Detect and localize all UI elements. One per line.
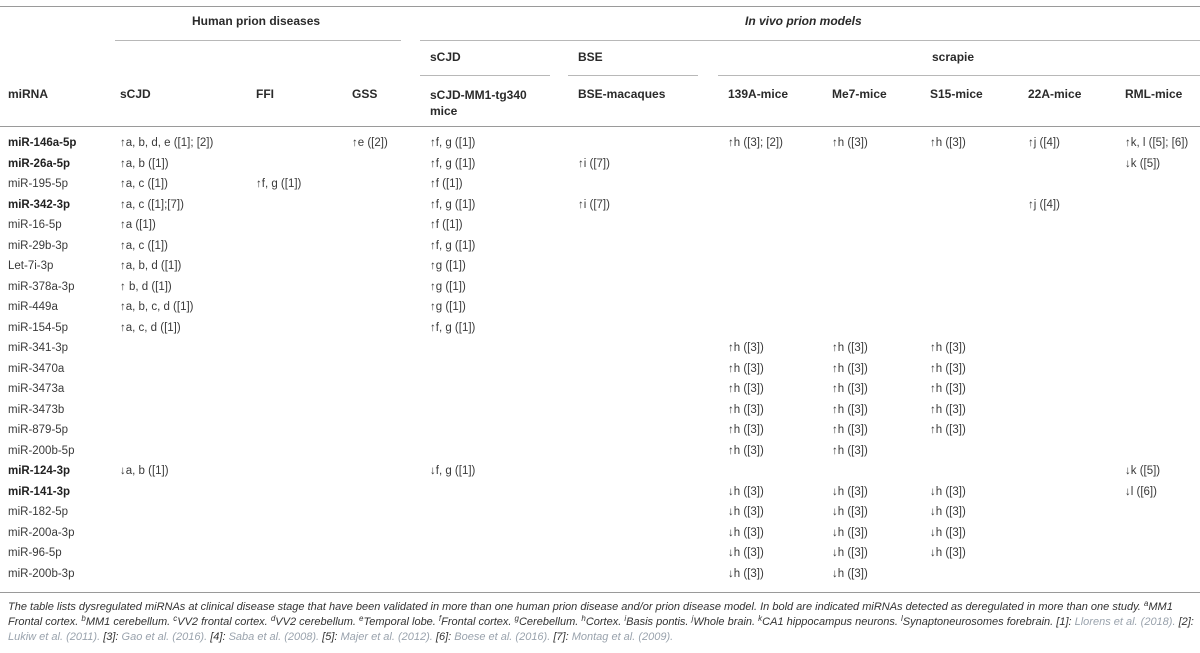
- cell-tg340: ↑g ([1]): [430, 260, 466, 272]
- cell-me7: ↑h ([3]): [832, 342, 868, 354]
- reference-link[interactable]: Boese et al. (2016).: [454, 631, 551, 643]
- cell-mirna: miR-146a-5p: [8, 137, 77, 149]
- cell-a139: ↓h ([3]): [728, 526, 764, 539]
- table-row: [0, 256, 1200, 276]
- cell-me7: ↑h ([3]): [832, 362, 868, 375]
- cell-scjd: ↑a ([1]): [120, 219, 156, 231]
- header-in-vivo-prion-models: [745, 14, 862, 28]
- reference-link[interactable]: Saba et al. (2008).: [228, 631, 320, 643]
- cell-scjd: ↓a, b ([1]): [120, 465, 169, 477]
- cell-me7: ↑h ([3]): [832, 137, 868, 149]
- scjd-sub-rule: [420, 75, 550, 76]
- reference-label: [4]:: [210, 631, 226, 643]
- cell-tg340: ↑g ([1]): [430, 280, 466, 293]
- table-row: [0, 420, 1200, 440]
- cell-a139: ↓h ([3]): [728, 547, 764, 559]
- body-bottom-rule: [0, 592, 1200, 593]
- table-row: [0, 523, 1200, 543]
- cell-scjd: ↑a, b ([1]): [120, 157, 169, 170]
- cell-a139: ↓h ([3]): [728, 506, 764, 518]
- header-human-prion-diseases: Human prion diseases: [192, 14, 321, 28]
- footnote-note-text: Frontal cortex.: [441, 616, 512, 628]
- table-row: [0, 564, 1200, 584]
- footnote-marker: f: [438, 614, 442, 623]
- footnote-marker: h: [581, 614, 586, 623]
- reference-link[interactable]: Gao et al. (2016).: [121, 631, 208, 643]
- cell-s15: ↓h ([3]): [930, 526, 966, 539]
- cell-tg340: ↑f ([1]): [430, 178, 463, 190]
- footnote-marker: e: [359, 614, 364, 623]
- cell-a139: ↑h ([3]): [728, 403, 764, 416]
- cell-a22: ↑j ([4]): [1028, 137, 1060, 149]
- cell-mirna: miR-3473b: [8, 403, 65, 416]
- cell-mirna: Let-7i-3p: [8, 260, 54, 272]
- cell-bsemac: ↑i ([7]): [578, 198, 610, 211]
- reference-label: [2]:: [1178, 616, 1194, 628]
- table-row: [0, 502, 1200, 522]
- cell-scjd: ↑a, c ([1];[7]): [120, 198, 184, 211]
- cell-a139: ↑h ([3]): [728, 424, 764, 436]
- cell-mirna: miR-200b-3p: [8, 567, 75, 580]
- scrapie-sub-rule: [718, 75, 1200, 76]
- col-header-scjd-mm1-tg340-mice: sCJD-MM1-tg340 mice: [430, 88, 527, 118]
- cell-me7: ↓h ([3]): [832, 547, 868, 559]
- cell-gss: ↑e ([2]): [352, 137, 388, 149]
- table-row: [0, 441, 1200, 461]
- cell-tg340: ↑f, g ([1]): [430, 198, 476, 211]
- cell-mirna: miR-341-3p: [8, 342, 69, 354]
- footnote-note-text: Cortex.: [585, 616, 622, 628]
- footnote-text: The table lists dysregulated miRNAs at clinical disease stage that have been validated in more than one human prion disease and/or prion disease model. In bold are indicated miRNAs detected as deregulated in more than one study.: [8, 601, 1141, 613]
- cell-mirna: miR-200b-5p: [8, 444, 75, 457]
- cell-s15: ↑h ([3]): [930, 362, 966, 375]
- cell-tg340: ↑f, g ([1]): [430, 321, 476, 334]
- table-row: [0, 359, 1200, 379]
- header-bottom-rule: [0, 126, 1200, 127]
- top-rule: [0, 6, 1200, 7]
- col-header-me7-mice: Me7-mice: [832, 87, 887, 101]
- cell-mirna: miR-3470a: [8, 362, 65, 375]
- footnote-marker: b: [81, 614, 86, 623]
- reference-label: [5]:: [322, 631, 338, 643]
- table-row: [0, 543, 1200, 563]
- reference-link[interactable]: Lukiw et al. (2011).: [8, 631, 101, 643]
- cell-s15: ↓h ([3]): [930, 547, 966, 559]
- cell-a139: ↑h ([3]): [728, 362, 764, 375]
- cell-mirna: miR-124-3p: [8, 465, 70, 477]
- reference-label: [6]:: [435, 631, 452, 643]
- cell-mirna: miR-200a-3p: [8, 526, 75, 539]
- footnote-note-text: Basis pontis.: [626, 616, 689, 628]
- col-header-139a-mice: 139A-mice: [728, 87, 789, 101]
- cell-mirna: miR-879-5p: [8, 424, 69, 436]
- subheader-bse: BSE: [578, 50, 603, 64]
- cell-a139: ↑h ([3]): [728, 342, 764, 354]
- cell-scjd: ↑ b, d ([1]): [120, 280, 172, 293]
- cell-s15: ↓h ([3]): [930, 485, 966, 498]
- table-row: [0, 174, 1200, 194]
- cell-mirna: miR-182-5p: [8, 506, 69, 518]
- cell-mirna: miR-3473a: [8, 383, 65, 395]
- cell-mirna: miR-449a: [8, 301, 58, 313]
- cell-me7: ↑h ([3]): [832, 424, 868, 436]
- cell-s15: ↑h ([3]): [930, 403, 966, 416]
- cell-me7: ↑h ([3]): [832, 403, 868, 416]
- table-row: [0, 133, 1200, 153]
- footnote-marker: c: [173, 614, 178, 623]
- table-row: [0, 277, 1200, 297]
- cell-bsemac: ↑i ([7]): [578, 157, 610, 170]
- col-header-ffi: FFI: [256, 87, 274, 101]
- cell-rml: ↓k ([5]): [1125, 465, 1161, 477]
- footnote-note-text: MM1 Frontal cortex.: [8, 601, 1173, 628]
- footnote-note-text: Temporal lobe.: [363, 616, 436, 628]
- cell-mirna: miR-96-5p: [8, 547, 62, 559]
- reference-label: [1]:: [1056, 616, 1072, 628]
- cell-s15: ↑h ([3]): [930, 383, 966, 395]
- footnote-note-text: Whole brain.: [693, 616, 756, 628]
- table-row: [0, 400, 1200, 420]
- cell-scjd: ↑a, b, d, e ([1]; [2]): [120, 137, 214, 149]
- table-row: [0, 195, 1200, 215]
- table-row: [0, 379, 1200, 399]
- cell-rml: ↓l ([6]): [1125, 485, 1157, 498]
- cell-tg340: ↑f ([1]): [430, 219, 463, 231]
- bse-sub-rule: [568, 75, 698, 76]
- footnote-marker: j: [691, 614, 694, 623]
- cell-scjd: ↑a, c ([1]): [120, 178, 168, 190]
- footnote-note-text: VV2 cerebellum.: [275, 616, 356, 628]
- col-header-gss: GSS: [352, 87, 378, 101]
- table-row: [0, 318, 1200, 338]
- footnote-marker: k: [758, 614, 763, 623]
- footnote-marker: d: [270, 614, 276, 623]
- table-footnote: [8, 600, 1194, 645]
- cell-tg340: ↑f, g ([1]): [430, 239, 476, 252]
- cell-mirna: miR-342-3p: [8, 198, 70, 211]
- cell-me7: ↑h ([3]): [832, 444, 868, 457]
- cell-a22: ↑j ([4]): [1028, 198, 1060, 211]
- cell-tg340: ↑f, g ([1]): [430, 157, 476, 170]
- reference-link[interactable]: Llorens et al. (2018).: [1074, 616, 1176, 628]
- footnote-note-text: MM1 cerebellum.: [85, 616, 171, 628]
- cell-s15: ↓h ([3]): [930, 506, 966, 518]
- table-row: [0, 154, 1200, 174]
- col-header-bse-macaques: BSE-macaques: [578, 87, 666, 101]
- footnote-marker: l: [900, 614, 903, 623]
- subheader-scjd: sCJD: [430, 50, 461, 64]
- cell-a139: ↑h ([3]): [728, 444, 764, 457]
- col-header-scjd: sCJD: [120, 87, 151, 101]
- col-header-mirna: miRNA: [8, 87, 49, 101]
- table-row: [0, 482, 1200, 502]
- cell-me7: ↓h ([3]): [832, 526, 868, 539]
- cell-scjd: ↑a, b, c, d ([1]): [120, 301, 194, 313]
- cell-mirna: miR-195-5p: [8, 178, 69, 190]
- cell-mirna: miR-378a-3p: [8, 280, 75, 293]
- human-group-rule: [115, 40, 401, 41]
- reference-label: [3]:: [103, 631, 119, 643]
- table-row: [0, 461, 1200, 481]
- cell-mirna: miR-141-3p: [8, 485, 70, 498]
- cell-me7: ↓h ([3]): [832, 506, 868, 518]
- footnote-note-text: Synaptoneurosomes forebrain.: [902, 616, 1054, 628]
- cell-a139: ↓h ([3]): [728, 567, 764, 580]
- cell-mirna: miR-26a-5p: [8, 157, 70, 170]
- table-row: [0, 236, 1200, 256]
- header-in-vivo-text: In vivo prion models: [745, 14, 862, 28]
- cell-me7: ↑h ([3]): [832, 383, 868, 395]
- cell-tg340: ↑g ([1]): [430, 301, 466, 313]
- cell-tg340: ↓f, g ([1]): [430, 465, 476, 477]
- col-header-rml-mice: RML-mice: [1125, 87, 1183, 101]
- reference-label: [7]:: [553, 631, 569, 643]
- reference-link[interactable]: Majer et al. (2012).: [340, 631, 433, 643]
- footnote-note-text: Cerebellum.: [518, 616, 579, 628]
- col-header-s15-mice: S15-mice: [930, 87, 983, 101]
- cell-rml: ↓k ([5]): [1125, 157, 1161, 170]
- reference-link[interactable]: Montag et al. (2009).: [571, 631, 674, 643]
- cell-scjd: ↑a, b, d ([1]): [120, 260, 182, 272]
- cell-scjd: ↑a, c, d ([1]): [120, 321, 181, 334]
- footnote-marker: i: [624, 614, 627, 623]
- footnote-marker: a: [1143, 599, 1149, 608]
- footnote-note-text: VV2 frontal cortex.: [177, 616, 268, 628]
- col-header-22a-mice: 22A-mice: [1028, 87, 1082, 101]
- cell-me7: ↓h ([3]): [832, 485, 868, 498]
- cell-ffi: ↑f, g ([1]): [256, 178, 302, 190]
- footnote-note-text: CA1 hippocampus neurons.: [762, 616, 898, 628]
- table-row: [0, 338, 1200, 358]
- cell-s15: ↑h ([3]): [930, 342, 966, 354]
- cell-scjd: ↑a, c ([1]): [120, 239, 168, 252]
- cell-a139: ↑h ([3]): [728, 383, 764, 395]
- cell-tg340: ↑f, g ([1]): [430, 137, 476, 149]
- cell-rml: ↑k, l ([5]; [6]): [1125, 137, 1189, 149]
- footnote-marker: g: [514, 614, 519, 623]
- cell-mirna: miR-154-5p: [8, 321, 69, 334]
- cell-s15: ↑h ([3]): [930, 137, 966, 149]
- table-row: [0, 215, 1200, 235]
- cell-mirna: miR-29b-3p: [8, 239, 69, 252]
- cell-me7: ↓h ([3]): [832, 567, 868, 580]
- table-row: [0, 297, 1200, 317]
- cell-mirna: miR-16-5p: [8, 219, 62, 231]
- subheader-scrapie: scrapie: [932, 50, 975, 64]
- invivo-group-rule: [420, 40, 1200, 41]
- cell-a139: ↑h ([3]; [2]): [728, 137, 783, 149]
- cell-a139: ↓h ([3]): [728, 485, 764, 498]
- cell-s15: ↑h ([3]): [930, 424, 966, 436]
